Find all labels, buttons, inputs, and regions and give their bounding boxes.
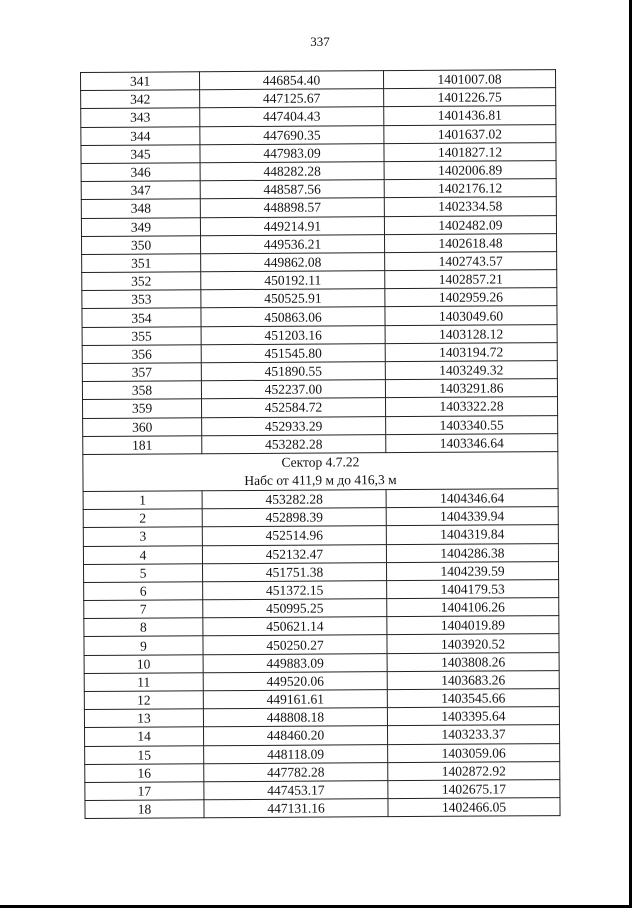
y-coordinate-cell: 1403291.86 [385, 379, 557, 398]
point-number-cell: 12 [84, 691, 203, 710]
section-header [83, 452, 558, 492]
point-number-cell: 10 [84, 654, 203, 673]
table-row [82, 361, 557, 382]
x-coordinate-cell: 447404.43 [200, 107, 384, 126]
table-row [84, 616, 559, 637]
x-coordinate-cell: 448282.28 [200, 162, 384, 181]
y-coordinate-cell: 1403194.72 [385, 342, 557, 361]
table-row [81, 161, 556, 182]
table-row [83, 415, 558, 436]
y-coordinate-cell: 1402334.58 [384, 197, 556, 216]
y-coordinate-cell: 1402959.26 [385, 288, 557, 307]
table-row [81, 124, 556, 145]
y-coordinate-cell: 1403920.52 [387, 634, 559, 653]
table-row [83, 433, 558, 454]
y-coordinate-cell: 1404339.94 [386, 507, 558, 526]
y-coordinate-cell: 1403683.26 [387, 670, 559, 689]
point-number-cell: 351 [82, 254, 201, 273]
x-coordinate-cell: 449214.91 [200, 216, 384, 235]
x-coordinate-cell: 449161.61 [203, 690, 387, 709]
point-number-cell: 355 [82, 326, 201, 345]
table-row [84, 579, 559, 600]
x-coordinate-cell: 453282.28 [202, 490, 386, 509]
point-number-cell: 7 [84, 600, 203, 619]
y-coordinate-cell: 1401436.81 [384, 106, 556, 125]
y-coordinate-cell: 1403545.66 [387, 689, 559, 708]
x-coordinate-cell: 450525.91 [201, 289, 385, 308]
x-coordinate-cell: 451890.55 [201, 362, 385, 381]
point-number-cell: 356 [82, 345, 201, 364]
point-number-cell: 350 [82, 235, 201, 254]
x-coordinate-cell: 447131.16 [204, 799, 388, 818]
point-number-cell: 5 [84, 563, 203, 582]
table-row [85, 761, 560, 782]
table-row [81, 88, 556, 109]
point-number-cell: 14 [85, 727, 204, 746]
y-coordinate-cell: 1404019.89 [387, 616, 559, 635]
x-coordinate-cell: 449536.21 [201, 234, 385, 253]
point-number-cell: 345 [81, 145, 200, 164]
x-coordinate-cell: 451203.16 [201, 325, 385, 344]
x-coordinate-cell: 448118.09 [204, 744, 388, 763]
section-title: Сектор 4.7.22 [83, 452, 558, 473]
point-number-cell: 347 [81, 181, 200, 200]
y-coordinate-cell: 1402618.48 [384, 233, 556, 252]
x-coordinate-cell: 447453.17 [204, 781, 388, 800]
table-row [82, 306, 557, 327]
table-row [85, 798, 560, 819]
x-coordinate-cell: 452933.29 [202, 416, 386, 435]
coordinates-sheet [80, 69, 557, 819]
table-row [85, 725, 560, 746]
table-row [84, 670, 559, 691]
table-row [82, 251, 557, 272]
table-row [82, 288, 557, 309]
point-number-cell: 349 [81, 217, 200, 236]
table-body-before [81, 70, 558, 455]
x-coordinate-cell: 452898.39 [202, 508, 386, 527]
table-row [84, 652, 559, 673]
point-number-cell: 348 [81, 199, 200, 218]
table-body-after [83, 489, 560, 819]
table-row [81, 142, 556, 163]
point-number-cell: 13 [84, 709, 203, 728]
table-row [83, 507, 558, 528]
y-coordinate-cell: 1404106.26 [387, 598, 559, 617]
table-row [83, 525, 558, 546]
table-row [81, 215, 556, 236]
table-row [83, 543, 558, 564]
point-number-cell: 18 [85, 800, 204, 819]
table-row [85, 780, 560, 801]
point-number-cell: 359 [83, 399, 202, 418]
table-row [82, 379, 557, 400]
y-coordinate-cell: 1403049.60 [385, 306, 557, 325]
x-coordinate-cell: 452132.47 [202, 544, 386, 563]
point-number-cell: 15 [85, 745, 204, 764]
y-coordinate-cell: 1401827.12 [384, 142, 556, 161]
x-coordinate-cell: 450863.06 [201, 307, 385, 326]
x-coordinate-cell: 447983.09 [200, 143, 384, 162]
y-coordinate-cell: 1402176.12 [384, 179, 556, 198]
table-row [84, 561, 559, 582]
table-row [81, 197, 556, 218]
table-row [82, 233, 557, 254]
x-coordinate-cell: 451751.38 [203, 562, 387, 581]
table-row [85, 743, 560, 764]
table-row [82, 270, 557, 291]
y-coordinate-cell: 1402466.05 [388, 798, 560, 817]
y-coordinate-cell: 1404346.64 [386, 489, 558, 508]
x-coordinate-cell: 448898.57 [200, 198, 384, 217]
y-coordinate-cell: 1404239.59 [387, 561, 559, 580]
x-coordinate-cell: 447782.28 [204, 762, 388, 781]
y-coordinate-cell: 1404179.53 [387, 579, 559, 598]
table-row [82, 342, 557, 363]
y-coordinate-cell: 1403346.64 [386, 433, 558, 452]
x-coordinate-cell: 452584.72 [202, 398, 386, 417]
y-coordinate-cell: 1401007.08 [383, 70, 555, 89]
point-number-cell: 9 [84, 636, 203, 655]
y-coordinate-cell: 1404319.84 [386, 525, 558, 544]
y-coordinate-cell: 1402743.57 [385, 251, 557, 270]
point-number-cell: 4 [83, 545, 202, 564]
x-coordinate-cell: 451372.15 [203, 581, 387, 600]
point-number-cell: 6 [84, 582, 203, 601]
table-row [84, 707, 559, 728]
y-coordinate-cell: 1403340.55 [386, 415, 558, 434]
coordinates-table [80, 69, 561, 819]
point-number-cell: 343 [81, 108, 200, 127]
point-number-cell: 353 [82, 290, 201, 309]
x-coordinate-cell: 450250.27 [203, 635, 387, 654]
y-coordinate-cell: 1402675.17 [388, 780, 560, 799]
y-coordinate-cell: 1404286.38 [386, 543, 558, 562]
table-row [84, 689, 559, 710]
y-coordinate-cell: 1403059.06 [388, 743, 560, 762]
table-row [83, 397, 558, 418]
point-number-cell: 2 [83, 509, 202, 528]
y-coordinate-cell: 1402872.92 [388, 761, 560, 780]
point-number-cell: 3 [83, 527, 202, 546]
y-coordinate-cell: 1403808.26 [387, 652, 559, 671]
x-coordinate-cell: 452237.00 [201, 380, 385, 399]
x-coordinate-cell: 452514.96 [202, 526, 386, 545]
point-number-cell: 342 [81, 90, 200, 109]
y-coordinate-cell: 1403233.37 [388, 725, 560, 744]
x-coordinate-cell: 450995.25 [203, 599, 387, 618]
y-coordinate-cell: 1401637.02 [384, 124, 556, 143]
table-row [82, 324, 557, 345]
page-number: 337 [310, 34, 330, 49]
point-number-cell: 1 [83, 491, 202, 510]
x-coordinate-cell: 447690.35 [200, 125, 384, 144]
x-coordinate-cell: 446854.40 [200, 71, 384, 90]
x-coordinate-cell: 450192.11 [201, 271, 385, 290]
x-coordinate-cell: 448808.18 [203, 708, 387, 727]
x-coordinate-cell: 449520.06 [203, 671, 387, 690]
y-coordinate-cell: 1402857.21 [385, 270, 557, 289]
point-number-cell: 352 [82, 272, 201, 291]
y-coordinate-cell: 1402006.89 [384, 161, 556, 180]
table-row [81, 179, 556, 200]
x-coordinate-cell: 451545.80 [201, 343, 385, 362]
x-coordinate-cell: 447125.67 [200, 89, 384, 108]
table-row [81, 70, 556, 91]
x-coordinate-cell: 449862.08 [201, 253, 385, 272]
table-row [81, 106, 556, 127]
point-number-cell: 360 [83, 417, 202, 436]
table-row [84, 634, 559, 655]
x-coordinate-cell: 448460.20 [204, 726, 388, 745]
point-number-cell: 357 [82, 363, 201, 382]
y-coordinate-cell: 1403128.12 [385, 324, 557, 343]
point-number-cell: 11 [84, 673, 203, 692]
y-coordinate-cell: 1403249.32 [385, 361, 557, 380]
point-number-cell: 346 [81, 163, 200, 182]
point-number-cell: 8 [84, 618, 203, 637]
x-coordinate-cell: 450621.14 [203, 617, 387, 636]
table-row [84, 598, 559, 619]
y-coordinate-cell: 1401226.75 [384, 88, 556, 107]
point-number-cell: 341 [81, 72, 200, 91]
y-coordinate-cell: 1403395.64 [387, 707, 559, 726]
point-number-cell: 181 [83, 436, 202, 455]
point-number-cell: 358 [82, 381, 201, 400]
point-number-cell: 344 [81, 126, 200, 145]
y-coordinate-cell: 1402482.09 [384, 215, 556, 234]
x-coordinate-cell: 449883.09 [203, 653, 387, 672]
table-row [83, 489, 558, 510]
x-coordinate-cell: 448587.56 [200, 180, 384, 199]
point-number-cell: 17 [85, 782, 204, 801]
y-coordinate-cell: 1403322.28 [385, 397, 557, 416]
point-number-cell: 354 [82, 308, 201, 327]
x-coordinate-cell: 453282.28 [202, 434, 386, 453]
section-subtitle: Набс от 411,9 м до 416,3 м [83, 470, 558, 491]
point-number-cell: 16 [85, 764, 204, 783]
